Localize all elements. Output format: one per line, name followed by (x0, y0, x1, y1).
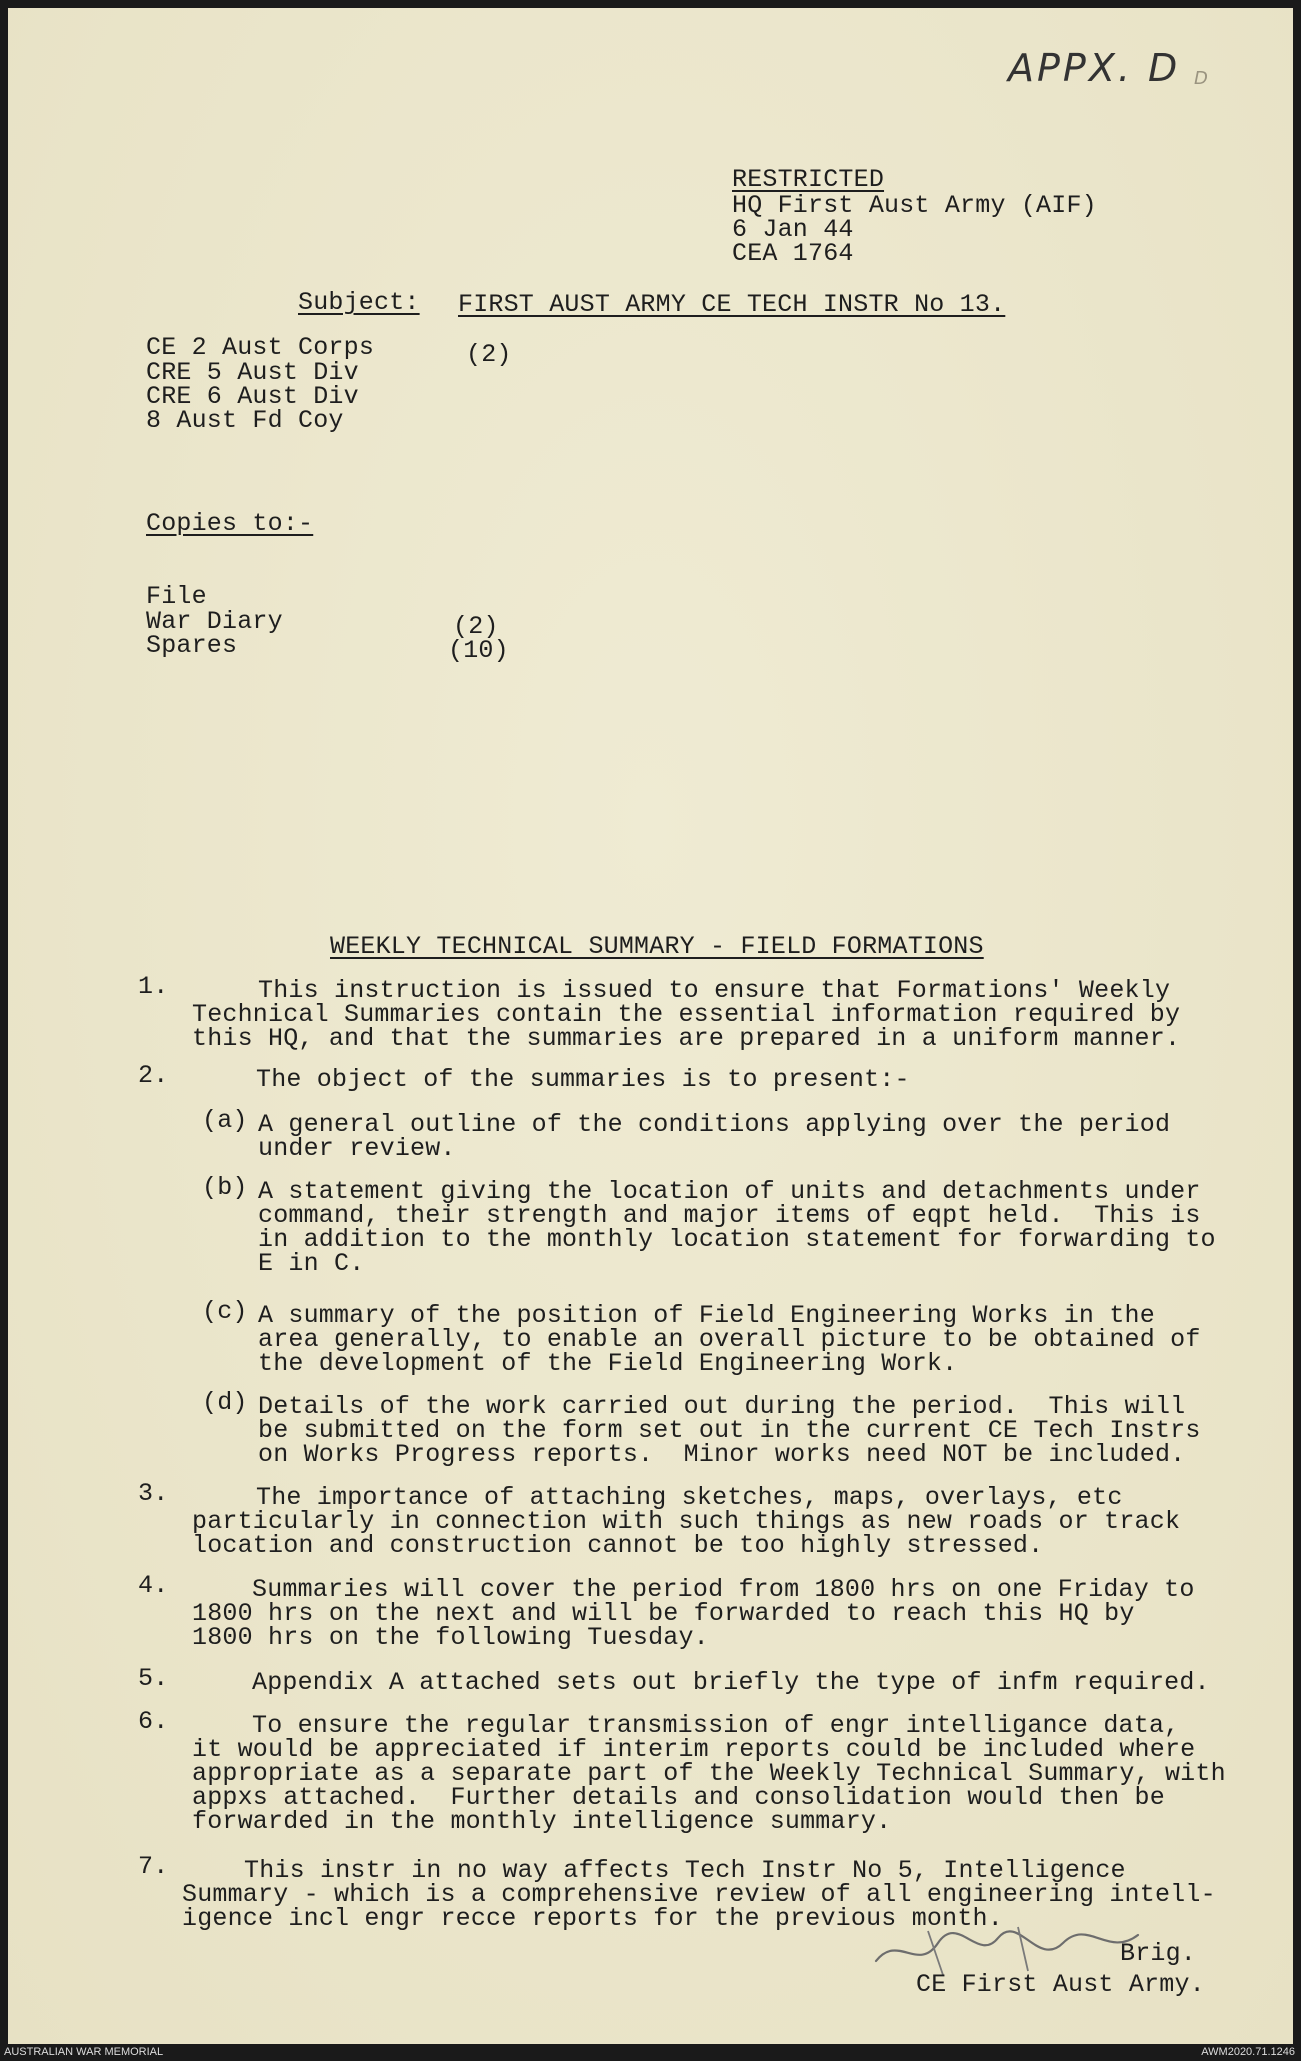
distribution-item: CRE 5 Aust Div (146, 358, 359, 387)
subject-title: FIRST AUST ARMY CE TECH INSTR No 13. (458, 290, 1006, 319)
paragraph-line: igence incl engr recce reports for the previous month. (182, 1904, 1003, 1933)
paragraph-number: 5. (138, 1664, 169, 1693)
paragraph-line: This instr in no way affects Tech Instr No 5, Intelligence (244, 1856, 1126, 1885)
paragraph-line: A summary of the position of Field Engineering Works in the (258, 1301, 1155, 1330)
classification: RESTRICTED (732, 165, 885, 194)
paragraph-line: The object of the summaries is to present:- (256, 1065, 910, 1094)
paragraph-line: Appendix A attached sets out briefly the type of infm required. (252, 1668, 1210, 1697)
subparagraph-label: (b) (202, 1173, 248, 1202)
footer-archive-name: AUSTRALIAN WAR MEMORIAL (4, 2046, 164, 2058)
corner-mark: D (1194, 68, 1211, 89)
subject-label: Subject: (298, 288, 420, 317)
paragraph-line: area generally, to enable an overall picture to be obtained of (258, 1325, 1201, 1354)
paragraph-line: command, their strength and major items of eqpt held. This is (258, 1201, 1201, 1230)
copies-count: (10) (448, 636, 509, 665)
paragraph-number: 2. (138, 1061, 169, 1090)
signature-title: CE First Aust Army. (916, 1970, 1205, 1999)
signature-rank: Brig. (1120, 1939, 1197, 1968)
copies-item: Spares (146, 631, 238, 660)
subparagraph-label: (d) (202, 1388, 248, 1417)
hq-line: HQ First Aust Army (AIF) (732, 191, 1097, 220)
distribution-count: (2) (466, 340, 512, 369)
paragraph-line: under review. (258, 1134, 456, 1163)
paragraph-line: in addition to the monthly location statement for forwarding to (258, 1225, 1216, 1254)
paragraph-line: E in C. (258, 1249, 365, 1278)
paragraph-line: location and construction cannot be too highly stressed. (192, 1531, 1044, 1560)
paragraph-line: on Works Progress reports. Minor works need NOT be included. (258, 1440, 1186, 1469)
paragraph-line: particularly in connection with such things as new roads or track (192, 1507, 1181, 1536)
paragraph-line: The importance of attaching sketches, maps, overlays, etc (256, 1483, 1123, 1512)
paragraph-line: this HQ, and that the summaries are prepared in a uniform manner. (192, 1024, 1181, 1053)
document-page (8, 8, 1293, 2044)
distribution-item: CRE 6 Aust Div (146, 382, 359, 411)
paragraph-line: be submitted on the form set out in the current CE Tech Instrs (258, 1416, 1201, 1445)
paragraph-line: it would be appreciated if interim reports could be included where (192, 1735, 1196, 1764)
copies-count: (2) (453, 612, 499, 641)
paragraph-line: appropriate as a separate part of the Weekly Technical Summary, with (192, 1759, 1226, 1788)
paragraph-line: Summaries will cover the period from 1800 hrs on one Friday to (252, 1575, 1195, 1604)
paragraph-line: To ensure the regular transmission of engr intelligance data, (252, 1711, 1180, 1740)
distribution-item: CE 2 Aust Corps (146, 333, 375, 362)
date-line: 6 Jan 44 (732, 215, 854, 244)
subparagraph-label: (a) (202, 1106, 248, 1135)
copies-item: War Diary (146, 607, 283, 636)
paragraph-line: appxs attached. Further details and consolidation would then be (192, 1783, 1165, 1812)
paragraph-line: A general outline of the conditions applying over the period (258, 1110, 1171, 1139)
paragraph-line: This instruction is issued to ensure that Formations' Weekly (258, 976, 1171, 1005)
paragraph-number: 1. (138, 972, 169, 1001)
subparagraph-label: (c) (202, 1297, 248, 1326)
paragraph-line: 1800 hrs on the next and will be forwarded to reach this HQ by (192, 1599, 1135, 1628)
reference-line: CEA 1764 (732, 239, 854, 268)
paragraph-line: Summary - which is a comprehensive review of all engineering intell- (182, 1880, 1216, 1909)
paragraph-number: 4. (138, 1571, 169, 1600)
appendix-handwritten-mark: APPX. D (1008, 46, 1181, 90)
summary-title: WEEKLY TECHNICAL SUMMARY - FIELD FORMATIONS (330, 932, 984, 961)
paragraph-number: 7. (138, 1852, 169, 1881)
paragraph-line: A statement giving the location of units and detachments under (258, 1177, 1201, 1206)
paragraph-line: Technical Summaries contain the essential information required by (192, 1000, 1181, 1029)
copies-item: File (146, 582, 207, 611)
distribution-item: 8 Aust Fd Coy (146, 406, 344, 435)
paragraph-number: 3. (138, 1479, 169, 1508)
paragraph-number: 6. (138, 1707, 169, 1736)
paragraph-line: 1800 hrs on the following Tuesday. (192, 1623, 709, 1652)
paragraph-line: the development of the Field Engineering Work. (258, 1349, 958, 1378)
paragraph-line: forwarded in the monthly intelligence summary. (192, 1807, 892, 1836)
copies-label: Copies to:- (146, 509, 314, 538)
paragraph-line: Details of the work carried out during the period. This will (258, 1392, 1186, 1421)
footer-accession-number: AWM2020.71.1246 (1201, 2046, 1295, 2058)
